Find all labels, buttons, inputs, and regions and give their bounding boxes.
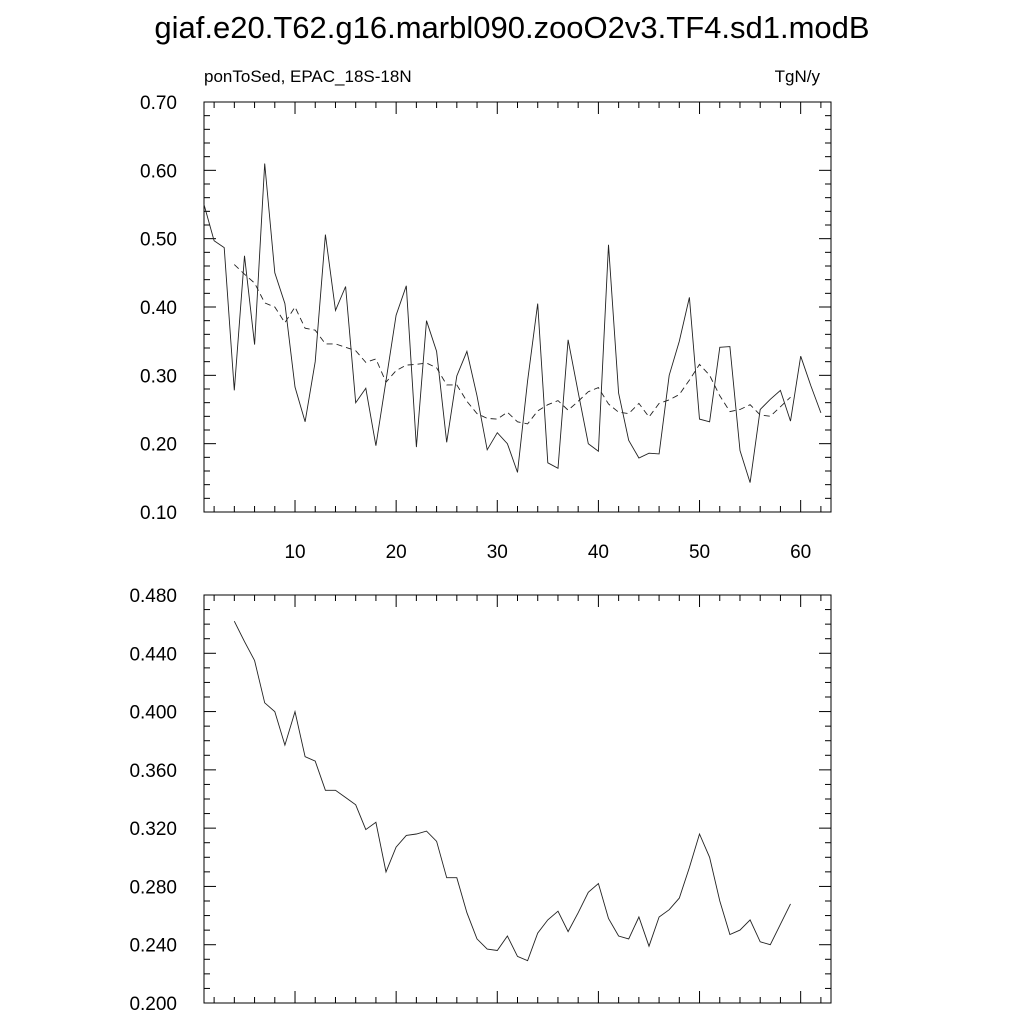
top-chart-panel xyxy=(140,93,831,563)
top-x-tick-label: 20 xyxy=(385,542,407,563)
top-x-tick-label: 50 xyxy=(688,542,711,563)
top-x-tick-label: 30 xyxy=(486,542,508,563)
top-y-tick-label: 0.40 xyxy=(140,298,177,319)
bottom-y-tick-label: 0.440 xyxy=(129,644,177,666)
bottom-y-tick-label: 0.360 xyxy=(129,760,177,782)
top-y-tick-label: 0.10 xyxy=(140,503,177,524)
top-axis-ticks xyxy=(204,102,831,512)
bottom-axis-ticks xyxy=(204,595,831,1003)
top-series-lines xyxy=(204,164,821,483)
top-plot-frame xyxy=(204,102,831,512)
bottom-y-tick-label: 0.200 xyxy=(129,994,177,1015)
bottom-y-tick-label: 0.320 xyxy=(129,819,177,841)
bottom-series-lines xyxy=(234,621,790,961)
bottom-y-tick-label: 0.240 xyxy=(129,935,177,957)
bottom-y-tick-label: 0.280 xyxy=(129,877,177,899)
top-x-tick-label: 40 xyxy=(587,542,609,563)
top-x-tick-label: 10 xyxy=(284,542,306,563)
bottom-chart-panel xyxy=(129,586,831,1015)
top-y-tick-label: 0.70 xyxy=(140,93,177,114)
top-y-tick-label: 0.50 xyxy=(140,229,177,251)
bottom-series-solid-line xyxy=(234,621,790,961)
bottom-y-tick-label: 0.400 xyxy=(129,702,177,724)
top-panel-right-string: TgN/y xyxy=(774,67,820,86)
top-x-tick-label: 60 xyxy=(790,542,812,563)
top-axis-tick-labels xyxy=(140,93,811,563)
top-y-tick-label: 0.30 xyxy=(140,366,177,388)
bottom-plot-frame xyxy=(204,595,831,1003)
figure-title: giaf.e20.T62.g16.marbl090.zooO2v3.TF4.sd1.modB xyxy=(154,10,870,45)
top-panel-left-string: ponToSed, EPAC_18S-18N xyxy=(204,67,412,86)
top-series-dashed-line xyxy=(234,265,790,424)
bottom-axis-tick-labels xyxy=(129,586,177,1015)
top-y-tick-label: 0.60 xyxy=(140,161,177,183)
top-series-solid-line xyxy=(204,164,821,483)
bottom-y-tick-label: 0.480 xyxy=(129,586,177,607)
top-y-tick-label: 0.20 xyxy=(140,434,177,456)
